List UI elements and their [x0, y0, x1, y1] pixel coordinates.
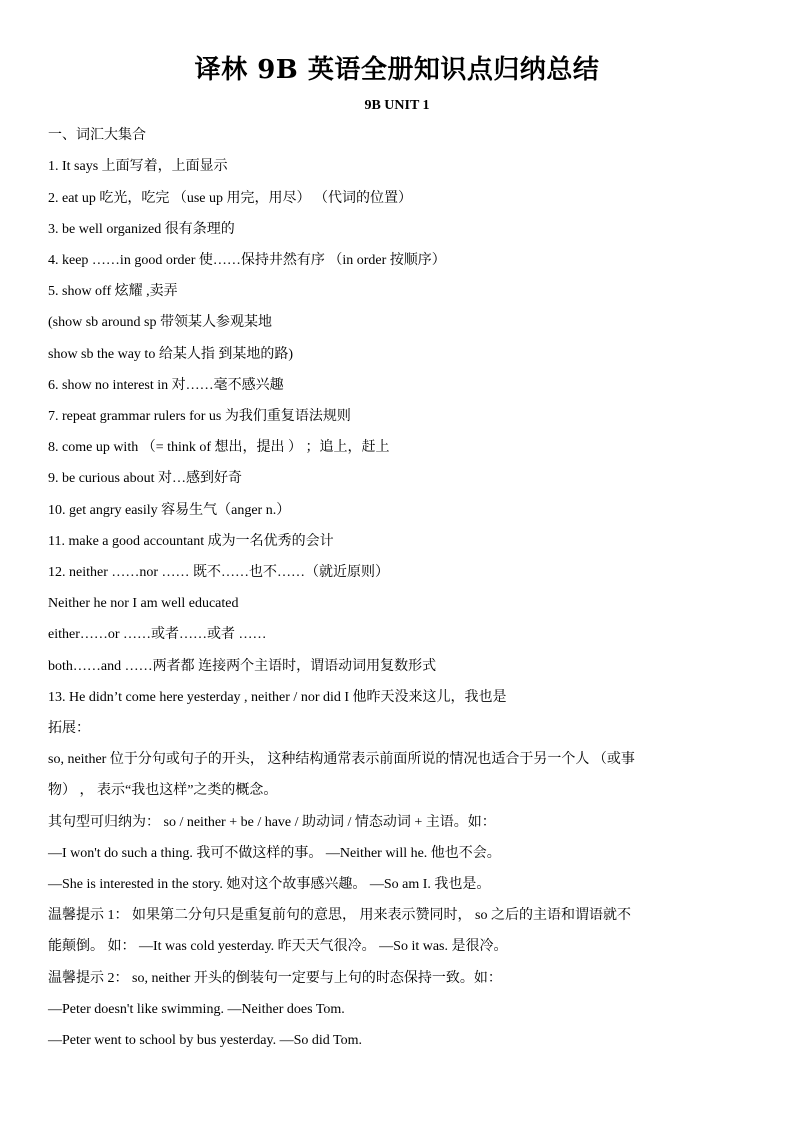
text-line: 1. It says 上面写着，上面显示 — [48, 159, 228, 174]
text-line: 3. be well organized 很有条理的 — [48, 222, 235, 237]
text-line: 5. show off 炫耀 ,卖弄 — [48, 284, 178, 299]
text-line: 7. repeat grammar rulers for us 为我们重复语法规则 — [48, 409, 351, 424]
text-line: 8. come up with （= think of 想出，提出 ） ；追上，赶上 — [48, 440, 390, 455]
text-line: 其句型可归纳为： so / neither + be / have / 助动词 / 情态动词 + 主语。如： — [48, 815, 496, 830]
text-line: Neither he nor I am well educated — [48, 596, 239, 611]
document-title: 译林 9B 英语全册知识点归纳总结 — [194, 55, 600, 85]
text-line: either……or ……或者……或者 …… — [48, 627, 267, 642]
text-line: 6. show no interest in 对……毫不感兴趣 — [48, 378, 284, 393]
text-line: (show sb around sp 带领某人参观某地 — [48, 315, 272, 330]
text-line: 13. He didn’t come here yesterday , neither / nor did I 他昨天没来这儿，我也是 — [48, 690, 507, 705]
text-line: 物） ， 表示“我也这样”之类的概念。 — [48, 783, 278, 798]
text-line: —Peter went to school by bus yesterday. —So did Tom. — [48, 1033, 362, 1048]
section-heading-vocabulary: 一、词汇大集合 — [48, 128, 146, 143]
text-line: so, neither 位于分句或句子的开头， 这种结构通常表示前面所说的情况也适合于另一个人 （或事 — [48, 752, 635, 767]
text-line: —She is interested in the story. 她对这个故事感兴趣。 —So am I. 我也是。 — [48, 877, 491, 892]
text-line: 温馨提示 2： so, neither 开头的倒装句一定要与上句的时态保持一致。如： — [48, 971, 502, 986]
text-line: 能颠倒。 如： —It was cold yesterday. 昨天天气很冷。 —So it was. 是很冷。 — [48, 939, 508, 954]
text-line: —Peter doesn't like swimming. —Neither does Tom. — [48, 1002, 345, 1017]
text-line: —I won't do such a thing. 我可不做这样的事。 —Neither will he. 他也不会。 — [48, 846, 501, 861]
text-line: 11. make a good accountant 成为一名优秀的会计 — [48, 534, 334, 549]
text-line: 10. get angry easily 容易生气（anger n.） — [48, 503, 291, 518]
text-line: 12. neither ……nor …… 既不……也不……（就近原则） — [48, 565, 390, 580]
text-line: show sb the way to 给某人指 到某地的路) — [48, 347, 293, 362]
text-line: 9. be curious about 对…感到好奇 — [48, 471, 243, 486]
text-line: 温馨提示 1： 如果第二分句只是重复前句的意思， 用来表示赞同时， so 之后的主语和谓语就不 — [48, 908, 631, 923]
unit-heading: 9B UNIT 1 — [364, 98, 430, 113]
text-line: both……and ……两者都 连接两个主语时，谓语动词用复数形式 — [48, 659, 437, 674]
text-line: 4. keep ……in good order 使……保持井然有序 （in order 按顺序） — [48, 253, 446, 268]
text-line: 拓展： — [48, 721, 90, 736]
text-line: 2. eat up 吃光，吃完 （use up 用完，用尽） （代词的位置） — [48, 191, 412, 206]
